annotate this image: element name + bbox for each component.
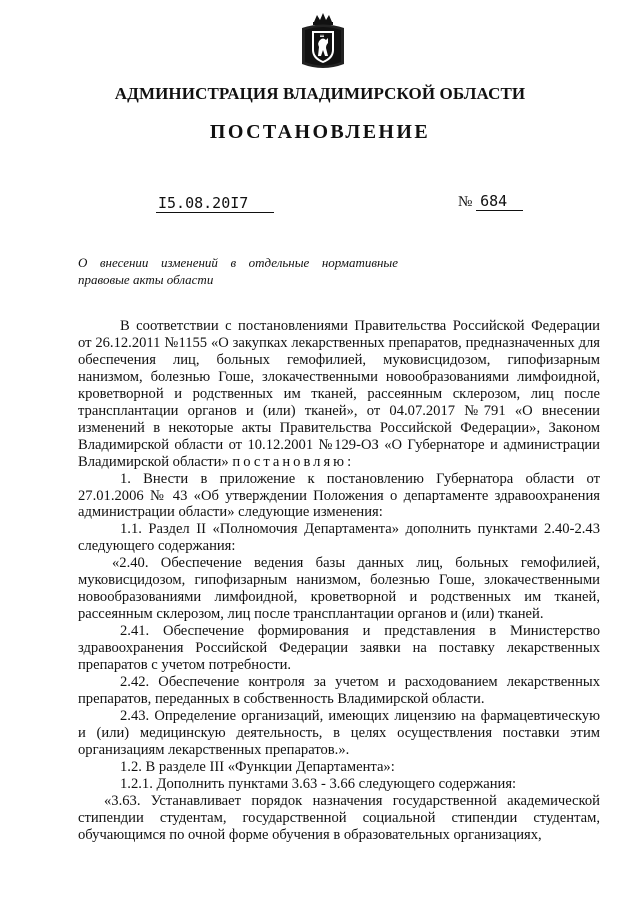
item-3-63: «3.63. Устанавливает порядок назначения государственной академической стипендии студентам, государственной социальной стипендии студентам, обучающимся по очной форме обучения в образовательных организациях, <box>78 792 600 843</box>
document-subject: О внесении изменений в отдельные нормативные правовые акты области <box>78 255 398 287</box>
organization-title: АДМИНИСТРАЦИЯ ВЛАДИМИРСКОЙ ОБЛАСТИ <box>114 84 526 103</box>
paragraph-1-2-1: 1.2.1. Дополнить пунктами 3.63 - 3.66 следующего содержания: <box>120 775 517 792</box>
item-2-42: 2.42. Обеспечение контроля за учетом и расходованием лекарственных препаратов, переданных в собственность Владимирской области. <box>78 674 600 707</box>
paragraph-1-2: 1.2. В разделе III «Функции Департамента»: <box>120 758 395 775</box>
preamble-text: В соответствии с постановлениями Правительства Российской Федерации от 26.12.2011 №1155 «О закупках лекарственных препаратов, предназначенных для обеспечения лиц, больных гемофилией, муковисцидозом, гипофизарным нанизмом, болезнью Гоше, злокачественными новообразованиями лимфоидной, кроветворной и родственных им тканей, рассеянным склерозом, лиц после трансплантации органов и (или) тканей», от 04.07.2017 №791 «О внесении изменений в некоторые акты Правительства Российской Федерации», Законом Владимирской области от 10.12.2001 №129-ОЗ «О Губернаторе и администрации Владимирской области» <box>78 318 600 470</box>
item-2-40: «2.40. Обеспечение ведения базы данных лиц, больных гемофилией, муковисцидозом, гипофизарным нанизмом, болезнью Гоше, злокачественными новообразованиями лимфоидной, кроветворной и родственных им тканей, рассеянным склерозом, лиц после трансплантации органов и (или) тканей. <box>78 555 600 623</box>
preamble-paragraph <box>78 318 600 471</box>
document-date: I5.08.20I7 <box>156 194 274 213</box>
document-body <box>78 318 600 844</box>
paragraph-1-1: 1.1. Раздел II «Полномочия Департамента» дополнить пунктами 2.40-2.43 следующего содержания: <box>78 521 600 555</box>
number-value: 684 <box>476 192 523 211</box>
decree-word: постановляю: <box>232 453 355 470</box>
item-2-43: 2.43. Определение организаций, имеющих лицензию на фармацевтическую и (или) медицинскую деятельность, в целях осуществления поставки этим организациям лекарственных препаратов.». <box>78 707 600 758</box>
document-type: ПОСТАНОВЛЕНИЕ <box>209 121 431 143</box>
item-2-41: 2.41. Обеспечение формирования и представления в Министерство здравоохранения Российской Федерации заявки на поставку лекарственных препаратов с учетом потребности. <box>78 623 600 674</box>
paragraph-1: 1. Внести в приложение к постановлению Губернатора области от 27.01.2006 № 43 «Об утверждении Положения о департаменте здравоохранения администрации области» следующие изменения: <box>78 470 600 521</box>
coat-of-arms-icon <box>300 12 346 70</box>
document-number <box>458 192 523 211</box>
number-label: № <box>458 194 473 210</box>
